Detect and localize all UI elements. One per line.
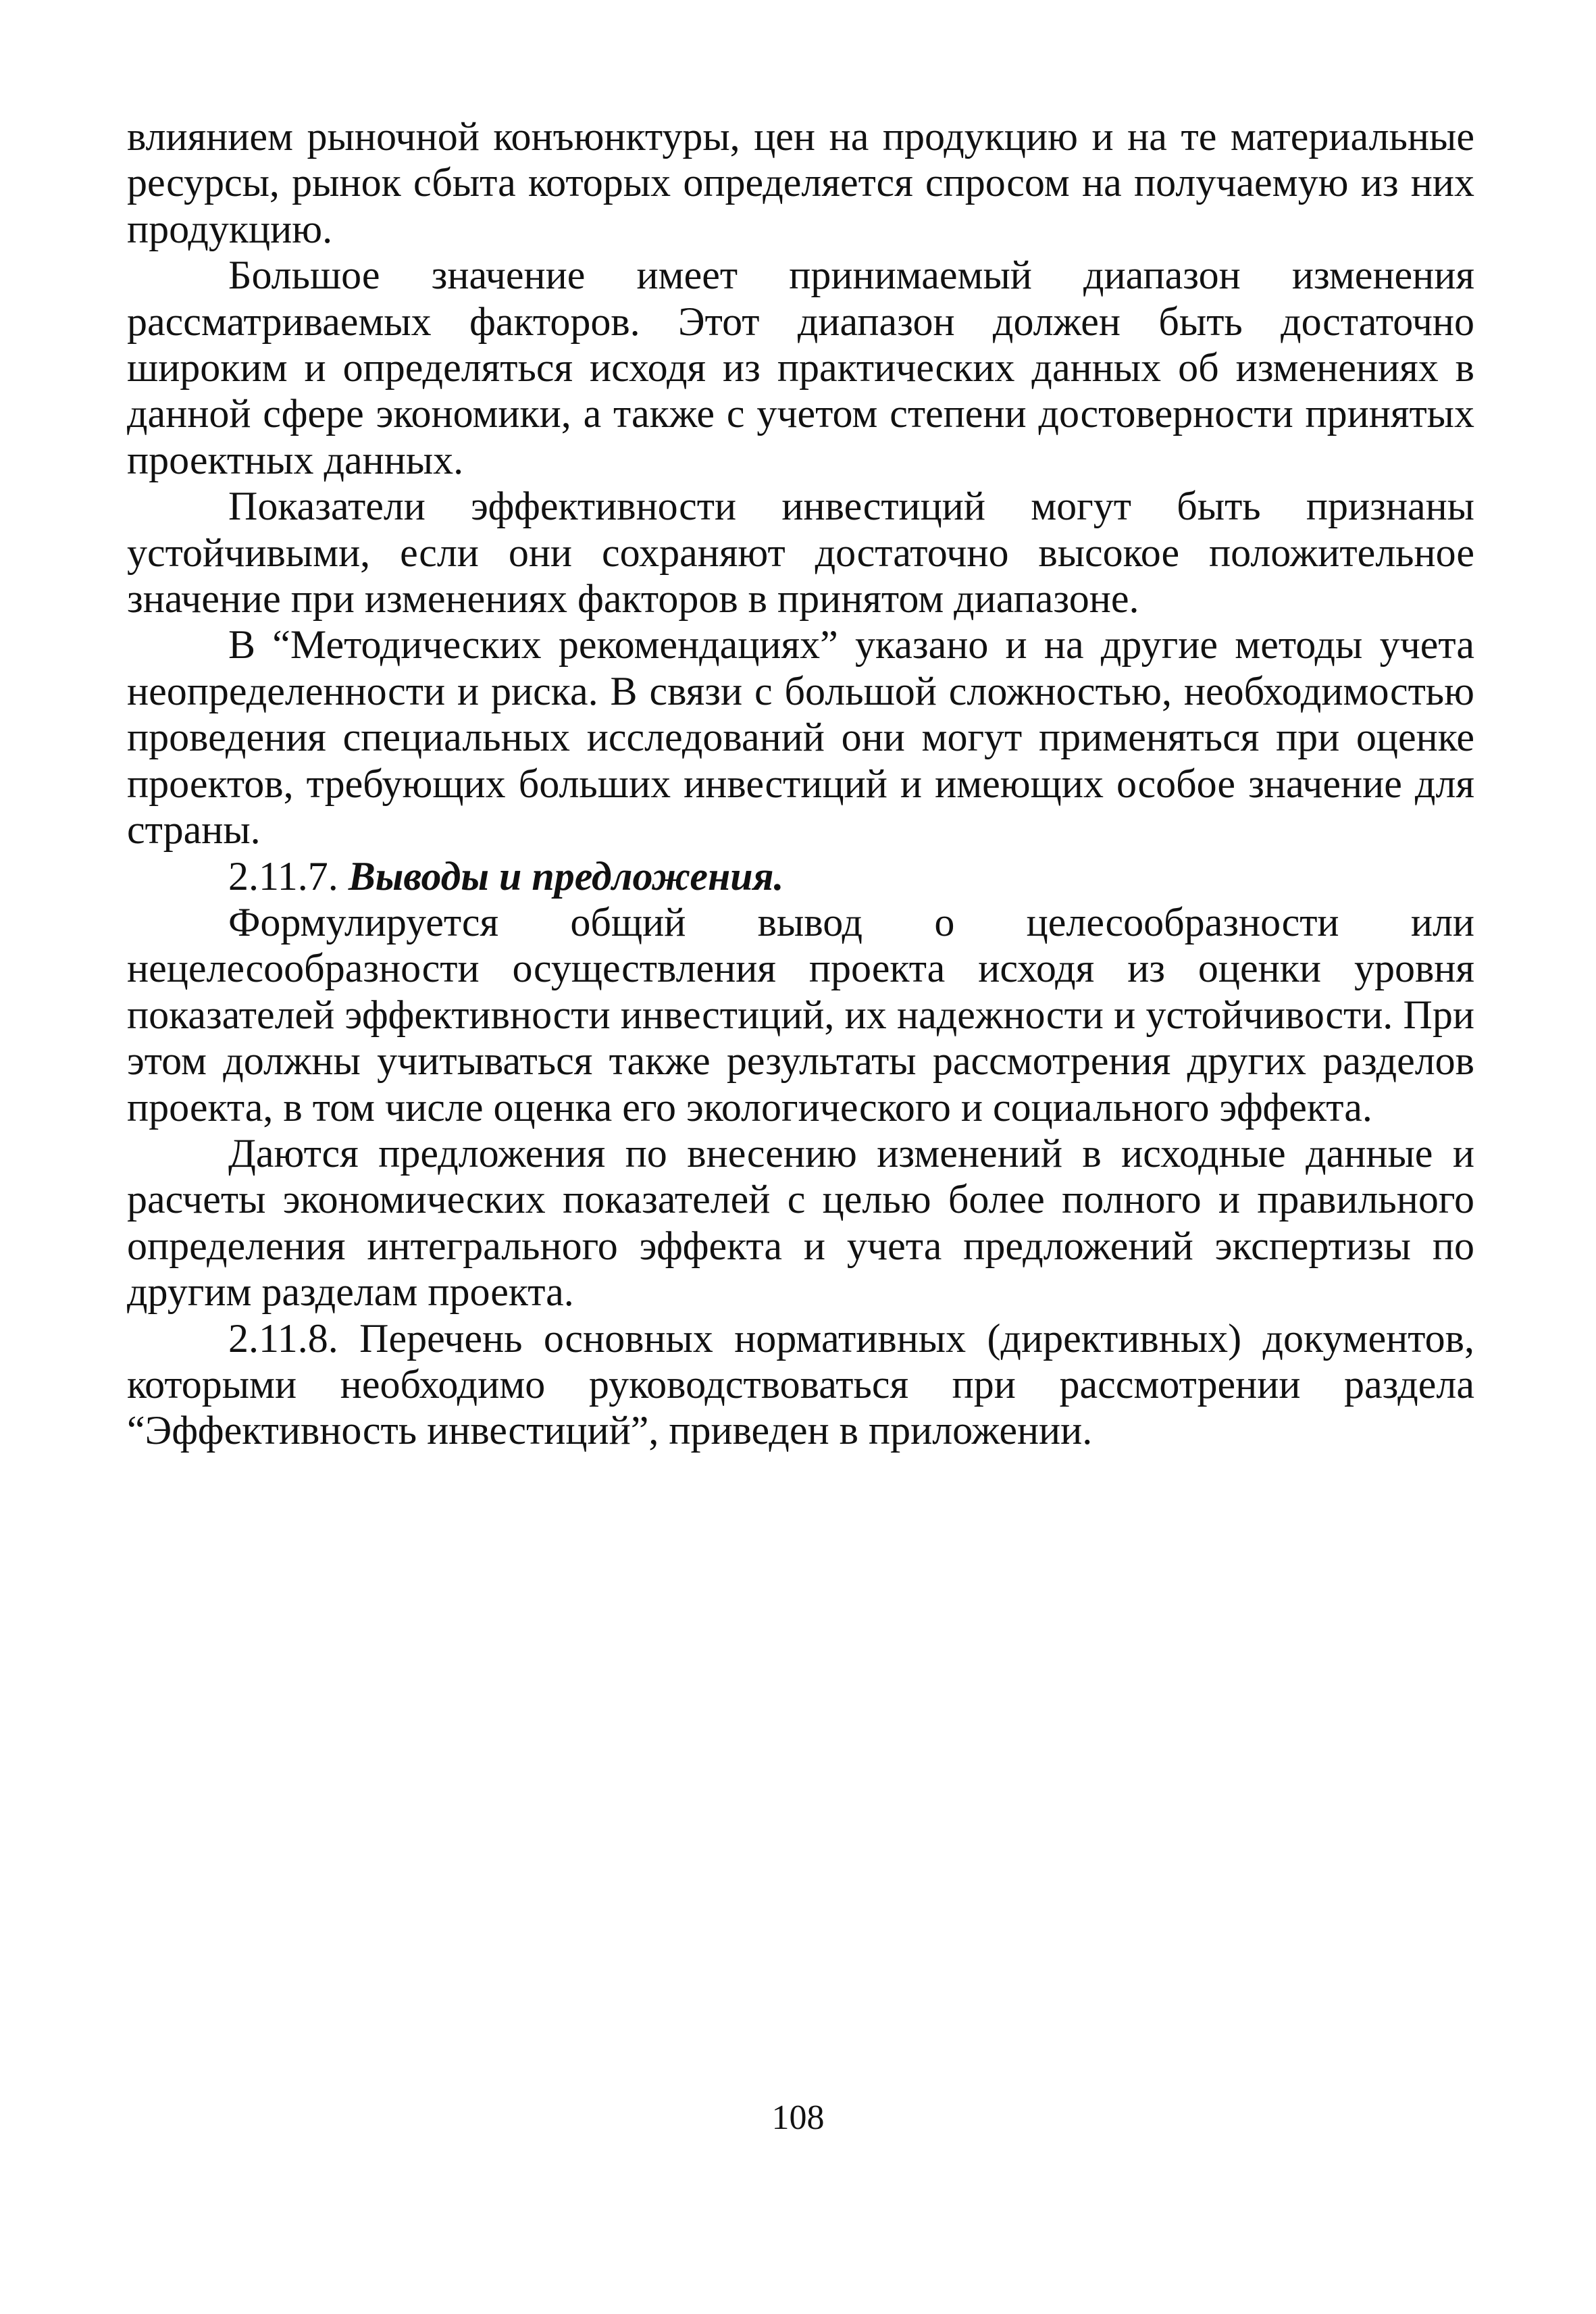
paragraph-stability: Показатели эффективности инвестиций могут быть признаны устойчивыми, если они сохраняют достаточно высокое положительное значение при изменениях факторов в принятом диапазоне. [127,484,1474,622]
section-number: 2.11.7. [228,853,338,899]
page-number: 108 [771,2098,825,2137]
section-title: Выводы и предложения. [348,853,784,899]
paragraph-conclusion: Формулируется общий вывод о целесообразности или нецелесообразности осуществления проекта исходя из оценки уровня показателей эффективности инвестиций, их надежности и устойчивости. При этом должны учитываться также результаты рассмотрения других разделов проекта, в том числе оценка его экологического и социального эффекта. [127,899,1474,1130]
paragraph-proposals: Даются предложения по внесению изменений в исходные данные и расчеты экономических показателей с целью более полного и правильного определения интегрального эффекта и учета предложений экспертизы по другим разделам проекта. [127,1130,1474,1315]
paragraph-continuation: влиянием рыночной конъюнктуры, цен на продукцию и на те материальные ресурсы, рынок сбыта которых определяется спросом на получаемую из них продукцию. [127,114,1474,251]
paragraph-methods: В “Методических рекомендациях” указано и на другие методы учета неопределенности и риска. В связи с большой сложностью, необходимостью проведения специальных исследований они могут применяться при оценке проектов, требующих больших инвестиций и имеющих особое значение для страны. [127,622,1474,853]
paragraph-factor-range: Большое значение имеет принимаемый диапазон изменения рассматриваемых факторов. Этот диапазон должен быть достаточно широким и определяться исходя из практических данных об изменениях в данной сфере экономики, а также с учетом степени достоверности принятых проектных данных. [127,253,1474,482]
section-heading-2-11-7 [127,853,1474,899]
paragraph-2-11-8: 2.11.8. Перечень основных нормативных (директивных) документов, которыми необходимо руководствоваться при рассмотрении раздела “Эффективность инвестиций”, приведен в приложении. [127,1315,1474,1453]
body-text [127,114,1474,1454]
